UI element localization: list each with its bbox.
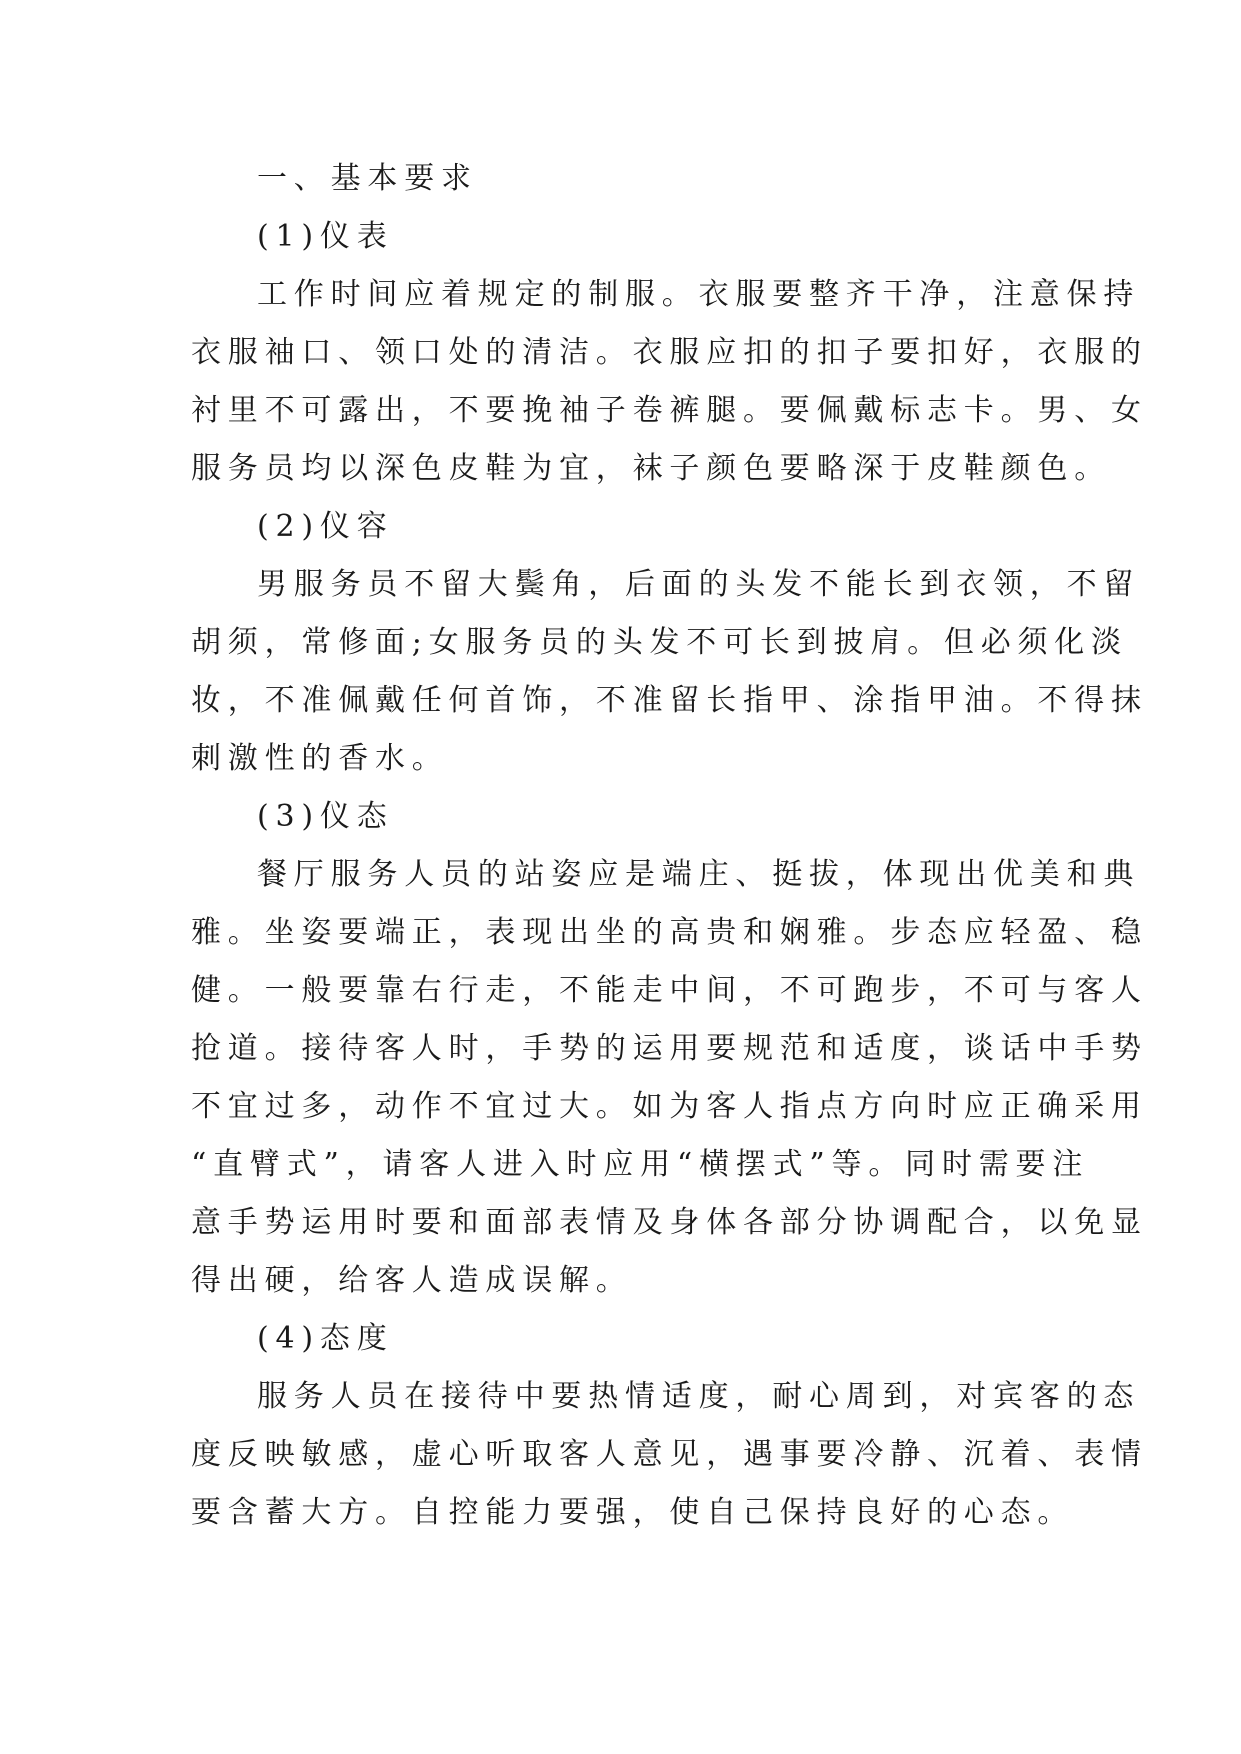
paragraph-line: 男服务员不留大鬓角，后面的头发不能长到衣领，不留 [257,567,1141,602]
paragraph-line: 得出硬，给客人造成误解。 [191,1263,633,1298]
paragraph-line: 餐厅服务人员的站姿应是端庄、挺拔，体现出优美和典 [257,857,1141,892]
paragraph-line: 要含蓄大方。自控能力要强，使自己保持良好的心态。 [191,1495,1075,1530]
section-title: (2)仪容 [257,509,394,544]
paragraph-line: 胡须，常修面;女服务员的头发不可长到披肩。但必须化淡 [191,625,1128,660]
paragraph-line: 意手势运用时要和面部表情及身体各部分协调配合，以免显 [191,1205,1148,1240]
section-heading: 一、基本要求 [257,161,478,196]
paragraph-line: 衣服袖口、领口处的清洁。衣服应扣的扣子要扣好，衣服的 [191,335,1148,370]
section-appearance [191,208,1148,498]
paragraph-line: 健。一般要靠右行走，不能走中间，不可跑步，不可与客人 [191,973,1148,1008]
paragraph-line: 工作时间应着规定的制服。衣服要整齐干净，注意保持 [257,277,1141,312]
section-title: (1)仪表 [257,219,394,254]
paragraph-line: 服务员均以深色皮鞋为宜，袜子颜色要略深于皮鞋颜色。 [191,451,1111,486]
paragraph-line: 刺激性的香水。 [191,741,449,776]
paragraph-line: 度反映敏感，虚心听取客人意见，遇事要冷静、沉着、表情 [191,1437,1148,1472]
section-grooming [191,498,1148,788]
paragraph-line: 衬里不可露出，不要挽袖子卷裤腿。要佩戴标志卡。男、女 [191,393,1148,428]
paragraph-line: “直臂式”，请客人进入时应用“横摆式”等。同时需要注 [191,1147,1090,1182]
section-title: (4)态度 [257,1321,394,1356]
paragraph-line: 服务人员在接待中要热情适度，耐心周到，对宾客的态 [257,1379,1141,1414]
paragraph-line: 雅。坐姿要端正，表现出坐的高贵和娴雅。步态应轻盈、稳 [191,915,1148,950]
paragraph-line: 抢道。接待客人时，手势的运用要规范和适度，谈话中手势 [191,1031,1148,1066]
section-posture [191,788,1148,1310]
paragraph-line: 妆，不准佩戴任何首饰，不准留长指甲、涂指甲油。不得抹 [191,683,1148,718]
section-title: (3)仪态 [257,799,394,834]
section-attitude [191,1310,1148,1542]
document-page [191,150,1148,1542]
paragraph-line: 不宜过多，动作不宜过大。如为客人指点方向时应正确采用 [191,1089,1148,1124]
